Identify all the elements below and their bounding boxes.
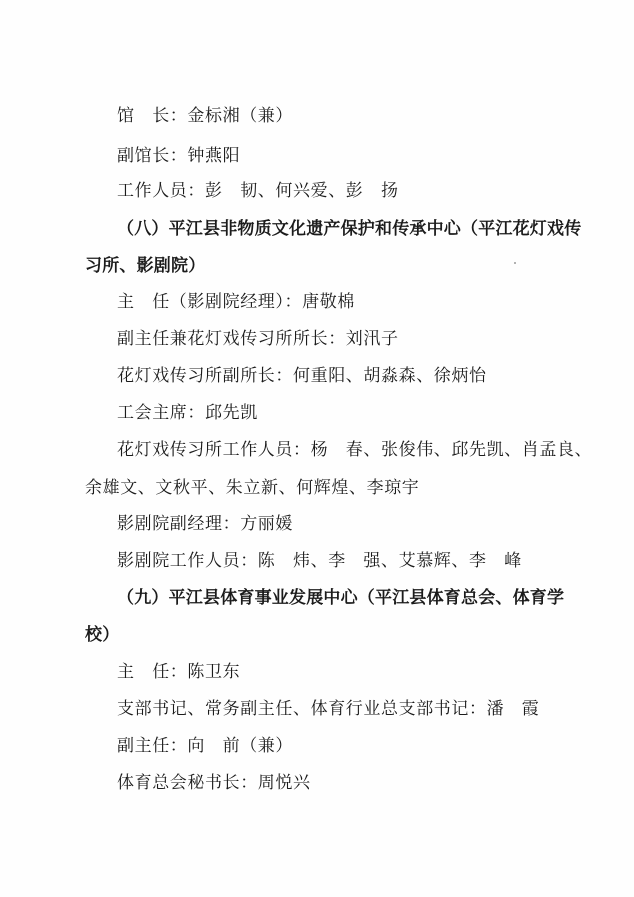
- text-line-deputy-director: 副主任兼花灯戏传习所所长：刘汛子: [117, 329, 399, 349]
- text-line-vice-heads: 花灯戏传习所副所长：何重阳、胡淼森、徐炳怡: [117, 366, 487, 386]
- text-line-sports-deputy-director: 副主任：向 前（兼）: [117, 736, 293, 756]
- text-line-theater-deputy-manager: 影剧院副经理：方丽媛: [117, 514, 293, 534]
- section-heading-nine: （九）平江县体育事业发展中心（平江县体育总会、体育学: [117, 588, 565, 608]
- text-line-party-secretary: 支部书记、常务副主任、体育行业总支部书记：潘 霞: [117, 699, 540, 719]
- text-line-curator: 馆 长：金标湘（兼）: [117, 106, 293, 126]
- text-line-staff: 工作人员：彭 韧、何兴爱、彭 扬: [117, 181, 399, 201]
- text-line-sports-secretary-general: 体育总会秘书长：周悦兴: [117, 773, 311, 793]
- section-heading-eight: （八）平江县非物质文化遗产保护和传承中心（平江花灯戏传: [117, 219, 582, 239]
- text-line-deputy-curator: 副馆长：钟燕阳: [117, 146, 241, 166]
- scan-speck: [514, 262, 516, 264]
- section-heading-eight-continued: 习所、影剧院）: [85, 256, 206, 276]
- text-line-sports-director: 主 任：陈卫东: [117, 662, 241, 682]
- text-line-union-chair: 工会主席：邱先凯: [117, 403, 258, 423]
- text-line-theater-staff: 影剧院工作人员：陈 炜、李 强、艾慕辉、李 峰: [117, 551, 522, 571]
- section-heading-nine-continued: 校）: [85, 625, 120, 645]
- text-line-institute-staff-continued: 余雄文、文秋平、朱立新、何辉煌、李琼宇: [85, 478, 420, 498]
- text-line-institute-staff: 花灯戏传习所工作人员：杨 春、张俊伟、邱先凯、肖孟良、: [117, 440, 593, 460]
- text-line-director: 主 任（影剧院经理）：唐敬棉: [117, 292, 355, 312]
